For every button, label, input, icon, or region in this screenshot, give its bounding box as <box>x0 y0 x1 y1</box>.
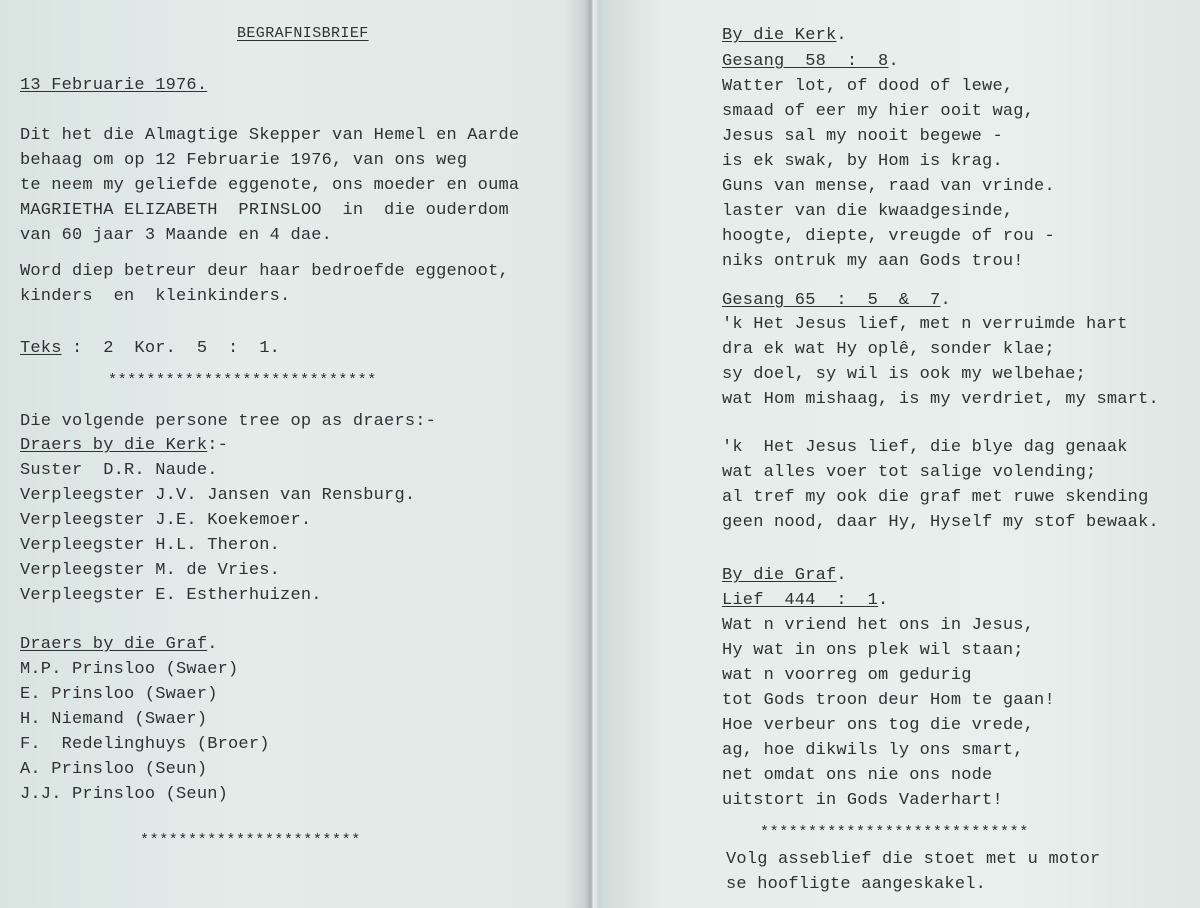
closing-line: se hoofligte aangeskakel. <box>726 875 987 894</box>
hymn-3-line: Hoe verbeur ons tog die vrede, <box>722 716 1035 735</box>
hymn-3-line: wat n voorreg om gedurig <box>722 666 972 685</box>
hymn-1-line: niks ontruk my aan Gods trou! <box>722 252 1024 271</box>
announcement-line: MAGRIETHA ELIZABETH PRINSLOO in die ouderdom <box>20 201 509 220</box>
hymn-1-label <box>722 52 899 72</box>
separator-stars: *********************** <box>140 832 361 849</box>
church-bearers-heading-text: Draers by die Kerk <box>20 436 208 455</box>
grave-bearers-heading <box>20 635 218 655</box>
hymn-2-line: geen nood, daar Hy, Hyself my stof bewaak. <box>722 513 1159 532</box>
grave-bearer: J.J. Prinsloo (Seun) <box>20 785 229 804</box>
hymn-1-label-suffix: . <box>888 52 899 71</box>
church-service-heading-text: By die Kerk <box>722 26 837 45</box>
right-page <box>722 0 1192 894</box>
grave-bearers-heading-text: Draers by die Graf <box>20 635 208 654</box>
announcement-line: van 60 jaar 3 Maande en 4 dae. <box>20 226 333 245</box>
hymn-3-line: tot Gods troon deur Hom te gaan! <box>722 691 1055 710</box>
church-bearer: Verpleegster M. de Vries. <box>20 561 281 580</box>
grave-bearer: H. Niemand (Swaer) <box>20 710 208 729</box>
grave-bearer: F. Redelinghuys (Broer) <box>20 735 270 754</box>
hymn-3-line: ag, hoe dikwils ly ons smart, <box>722 741 1024 760</box>
scripture-reference: : 2 Kor. 5 : 1. <box>61 339 281 358</box>
separator-stars: **************************** <box>108 372 377 389</box>
hymn-2-line: dra ek wat Hy oplê, sonder klae; <box>722 340 1055 359</box>
hymn-3-line: net omdat ons nie ons node <box>722 766 993 785</box>
hymn-2-label-text: Gesang 65 : 5 & 7 <box>722 291 941 310</box>
paper-fold <box>585 0 599 908</box>
mourners-line: kinders en kleinkinders. <box>20 287 291 306</box>
mourners-line: Word diep betreur deur haar bedroefde eggenoot, <box>20 262 509 281</box>
hymn-3-line: Hy wat in ons plek wil staan; <box>722 641 1024 660</box>
hymn-2-line: al tref my ook die graf met ruwe skending <box>722 488 1149 507</box>
document-date: 13 Februarie 1976. <box>20 76 208 95</box>
announcement-line: te neem my geliefde eggenote, ons moeder en ouma <box>20 176 520 195</box>
hymn-3-line: Wat n vriend het ons in Jesus, <box>722 616 1035 635</box>
hymn-2-line: 'k Het Jesus lief, die blye dag genaak <box>722 438 1128 457</box>
scripture-label: Teks <box>20 339 62 358</box>
hymn-1-line: Jesus sal my nooit begewe - <box>722 127 1003 146</box>
document-title: BEGRAFNISBRIEF <box>237 25 369 42</box>
announcement-line: behaag om op 12 Februarie 1976, van ons weg <box>20 151 468 170</box>
announcement-line: Dit het die Almagtige Skepper van Hemel en Aarde <box>20 126 520 145</box>
hymn-1-line: Guns van mense, raad van vrinde. <box>722 177 1055 196</box>
church-bearers-heading <box>20 436 228 456</box>
hymn-2-line: 'k Het Jesus lief, met n verruimde hart <box>722 315 1128 334</box>
grave-bearer: A. Prinsloo (Seun) <box>20 760 208 779</box>
grave-service-heading-suffix: . <box>836 566 847 585</box>
church-service-heading <box>722 26 847 46</box>
grave-bearers-heading-suffix: . <box>207 635 218 654</box>
left-page <box>20 0 565 849</box>
hymn-2-label-suffix: . <box>940 291 951 310</box>
closing-line: Volg asseblief die stoet met u motor <box>726 850 1101 869</box>
hymn-1-line: smaad of eer my hier ooit wag, <box>722 102 1035 121</box>
hymn-1-line: laster van die kwaadgesinde, <box>722 202 1014 221</box>
hymn-3-label-text: Lief 444 : 1 <box>722 591 879 610</box>
bearers-intro: Die volgende persone tree op as draers:- <box>20 412 437 431</box>
grave-bearer: E. Prinsloo (Swaer) <box>20 685 218 704</box>
hymn-3-line: uitstort in Gods Vaderhart! <box>722 791 1003 810</box>
church-bearer: Suster D.R. Naude. <box>20 461 218 480</box>
hymn-2-label <box>722 291 951 311</box>
hymn-2-line: wat alles voer tot salige volending; <box>722 463 1097 482</box>
grave-bearer: M.P. Prinsloo (Swaer) <box>20 660 239 679</box>
hymn-3-label <box>722 591 888 611</box>
hymn-1-line: hoogte, diepte, vreugde of rou - <box>722 227 1055 246</box>
hymn-2-line: sy doel, sy wil is ook my welbehae; <box>722 365 1087 384</box>
hymn-1-line: Watter lot, of dood of lewe, <box>722 77 1014 96</box>
church-bearer: Verpleegster J.V. Jansen van Rensburg. <box>20 486 416 505</box>
church-bearer: Verpleegster J.E. Koekemoer. <box>20 511 312 530</box>
church-service-heading-suffix: . <box>836 26 847 45</box>
hymn-1-line: is ek swak, by Hom is krag. <box>722 152 1003 171</box>
hymn-1-label-text: Gesang 58 : 8 <box>722 52 889 71</box>
scripture-text <box>20 339 280 359</box>
hymn-3-label-suffix: . <box>878 591 889 610</box>
hymn-2-line: wat Hom mishaag, is my verdriet, my smart. <box>722 390 1159 409</box>
church-bearers-heading-suffix: :- <box>207 436 229 455</box>
separator-stars: **************************** <box>760 824 1029 841</box>
church-bearer: Verpleegster H.L. Theron. <box>20 536 281 555</box>
church-bearer: Verpleegster E. Estherhuizen. <box>20 586 322 605</box>
grave-service-heading-text: By die Graf <box>722 566 837 585</box>
grave-service-heading <box>722 566 847 586</box>
